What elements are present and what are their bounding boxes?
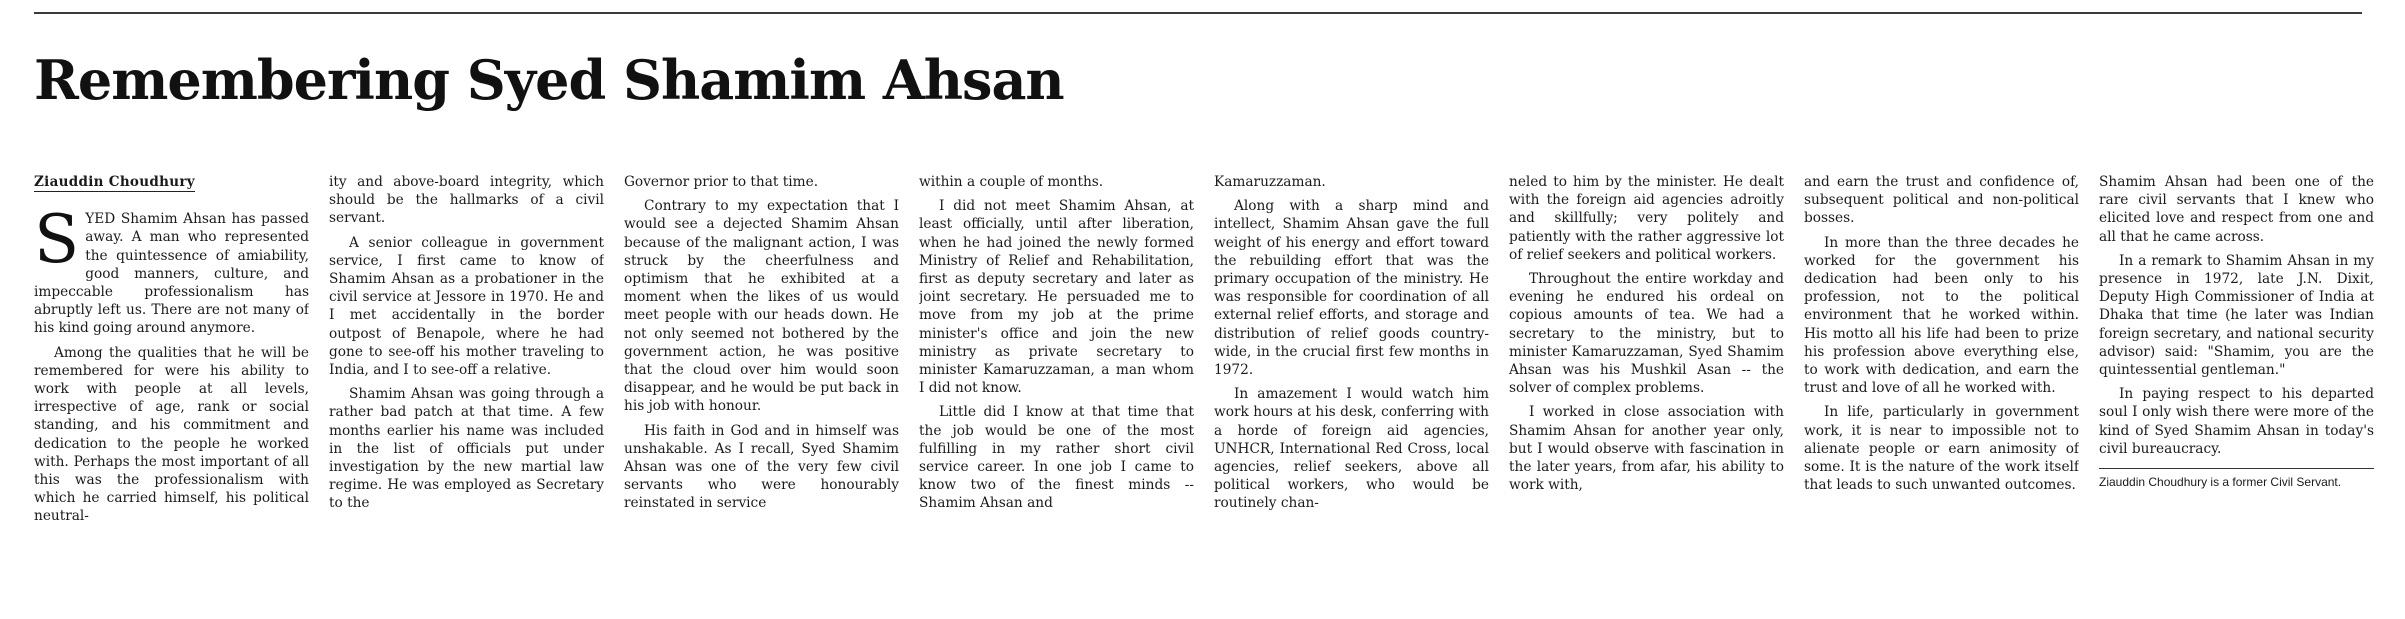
- paragraph: In paying respect to his departed soul I only wish there were more of the kind of Syed Shamim Ahsan in today's civil bureaucracy.: [2099, 386, 2374, 457]
- paragraph: His faith in God and in himself was unshakable. As I recall, Syed Shamim Ahsan was one of the very few civil servants who were honourably reinstated in service: [624, 422, 899, 512]
- paragraph: Throughout the entire workday and evening he endured his ordeal on copious amounts of tea. We had a secretary to the ministry, but to minister Kamaruzzaman, Syed Shamim Ahsan was his Mushkil Asan -- the solver of complex problems.: [1509, 271, 1784, 397]
- paragraph: within a couple of months.: [919, 174, 1104, 190]
- footnote-rule: [2099, 468, 2374, 490]
- paragraph: Governor prior to that time.: [624, 174, 819, 190]
- paragraph: Little did I know at that time that the job would be one of the most fulfilling in my rather short civil service career. In one job I came to know two of the finest minds -- Shamim Ahsan and: [919, 404, 1194, 512]
- column-8: [2099, 173, 2374, 613]
- top-rule: [34, 12, 2362, 14]
- paragraph: ity and above-board integrity, which should be the hallmarks of a civil servant.: [329, 174, 604, 227]
- paragraph: In amazement I would watch him work hours at his desk, conferring with a horde of foreign aid agencies, UNHCR, International Red Cross, local agencies, relief seekers, above all political workers, who would be routinely chan-: [1214, 386, 1489, 512]
- column-1: [34, 173, 309, 613]
- paragraph: A senior colleague in government service, I first came to know of Shamim Ahsan as a probationer in the civil service at Jessore in 1970. He and I met accidentally in the border outpost of Benapole, where he had gone to see-off his mother traveling to India, and I to see-off a relative.: [329, 234, 604, 379]
- paragraph: and earn the trust and confidence of, subsequent political and non-political bosses.: [1804, 174, 2079, 227]
- column-6: [1509, 173, 1784, 613]
- column-4: [919, 173, 1194, 613]
- paragraph: Kamaruzzaman.: [1214, 174, 1326, 190]
- paragraph: In more than the three decades he worked for the government his dedication had been only to his profession, not to the political environment that he worked within. His motto all his life had been to prize his profession above everything else, to work with dedication, and earn the trust and love of all he worked with.: [1804, 234, 2079, 397]
- author-footnote: Ziauddin Choudhury is a former Civil Servant.: [2099, 475, 2342, 490]
- column-5: [1214, 173, 1489, 613]
- article-body: [34, 173, 2374, 613]
- headline: Remembering Syed Shamim Ahsan: [34, 48, 1064, 112]
- paragraph: Contrary to my expectation that I would see a dejected Shamim Ahsan because of the malignant action, I was struck by the cheerfulness and optimism that he exhibited at a moment when the likes of us would meet people with our heads down. He not only seemed not bothered by the government action, he was positive that the cloud over him would soon disappear, and he would be put back in his job with honour.: [624, 198, 899, 415]
- paragraph: SYED Shamim Ahsan has passed away. A man who represented the quintessence of amiability, good manners, culture, and impeccable professionalism has abruptly left us. There are not many of his kind going around anymore.: [34, 201, 309, 337]
- column-7: [1804, 173, 2079, 613]
- paragraph: I did not meet Shamim Ahsan, at least officially, until after liberation, when he had joined the newly formed Ministry of Relief and Rehabilitation, first as deputy secretary and later as joint secretary. He persuaded me to move from my job at the prime minister's office and join the new ministry as private secretary to minister Kamaruzzaman, a man whom I did not know.: [919, 198, 1194, 397]
- paragraph: Shamim Ahsan was going through a rather bad patch at that time. A few months earlier his name was included in the list of officials put under investigation by the new martial law regime. He was employed as Secretary to the: [329, 386, 604, 512]
- column-3: [624, 173, 899, 613]
- drop-cap: S: [34, 201, 80, 279]
- paragraph: In a remark to Shamim Ahsan in my presence in 1972, late J.N. Dixit, Deputy High Commissioner of India at Dhaka that time (he later was Indian foreign secretary, and national security advisor) said: "Shamim, you are the quintessential gentleman.": [2099, 252, 2374, 379]
- paragraph: In life, particularly in government work, it is near to impossible not to alienate people or earn animosity of some. It is the nature of the work itself that leads to such unwanted outcomes.: [1804, 404, 2079, 494]
- paragraph: Shamim Ahsan had been one of the rare civil servants that I knew who elicited love and respect from one and all that he came across.: [2099, 174, 2374, 245]
- byline: Ziauddin Choudhury: [34, 173, 195, 192]
- paragraph: I worked in close association with Shamim Ahsan for another year only, but I would observe with fascination in the later years, from afar, his ability to work with,: [1509, 404, 1784, 494]
- paragraph: neled to him by the minister. He dealt with the foreign aid agencies adroitly and skillfully; very politely and patiently with the rather aggressive lot of relief seekers and political workers.: [1509, 174, 1784, 263]
- paragraph: Among the qualities that he will be remembered for were his ability to work with people at all levels, irrespective of age, rank or social standing, and his commitment and dedication to the people he worked with. Perhaps the most important of all this was the professionalism with which he carried himself, his political neutral-: [34, 344, 309, 525]
- paragraph: Along with a sharp mind and intellect, Shamim Ahsan gave the full weight of his energy and effort toward the rebuilding effort that was the primary occupation of the ministry. He was responsible for coordination of all external relief efforts, and storage and distribution of relief goods country-wide, in the crucial first few months in 1972.: [1214, 198, 1489, 379]
- column-2: [329, 173, 604, 613]
